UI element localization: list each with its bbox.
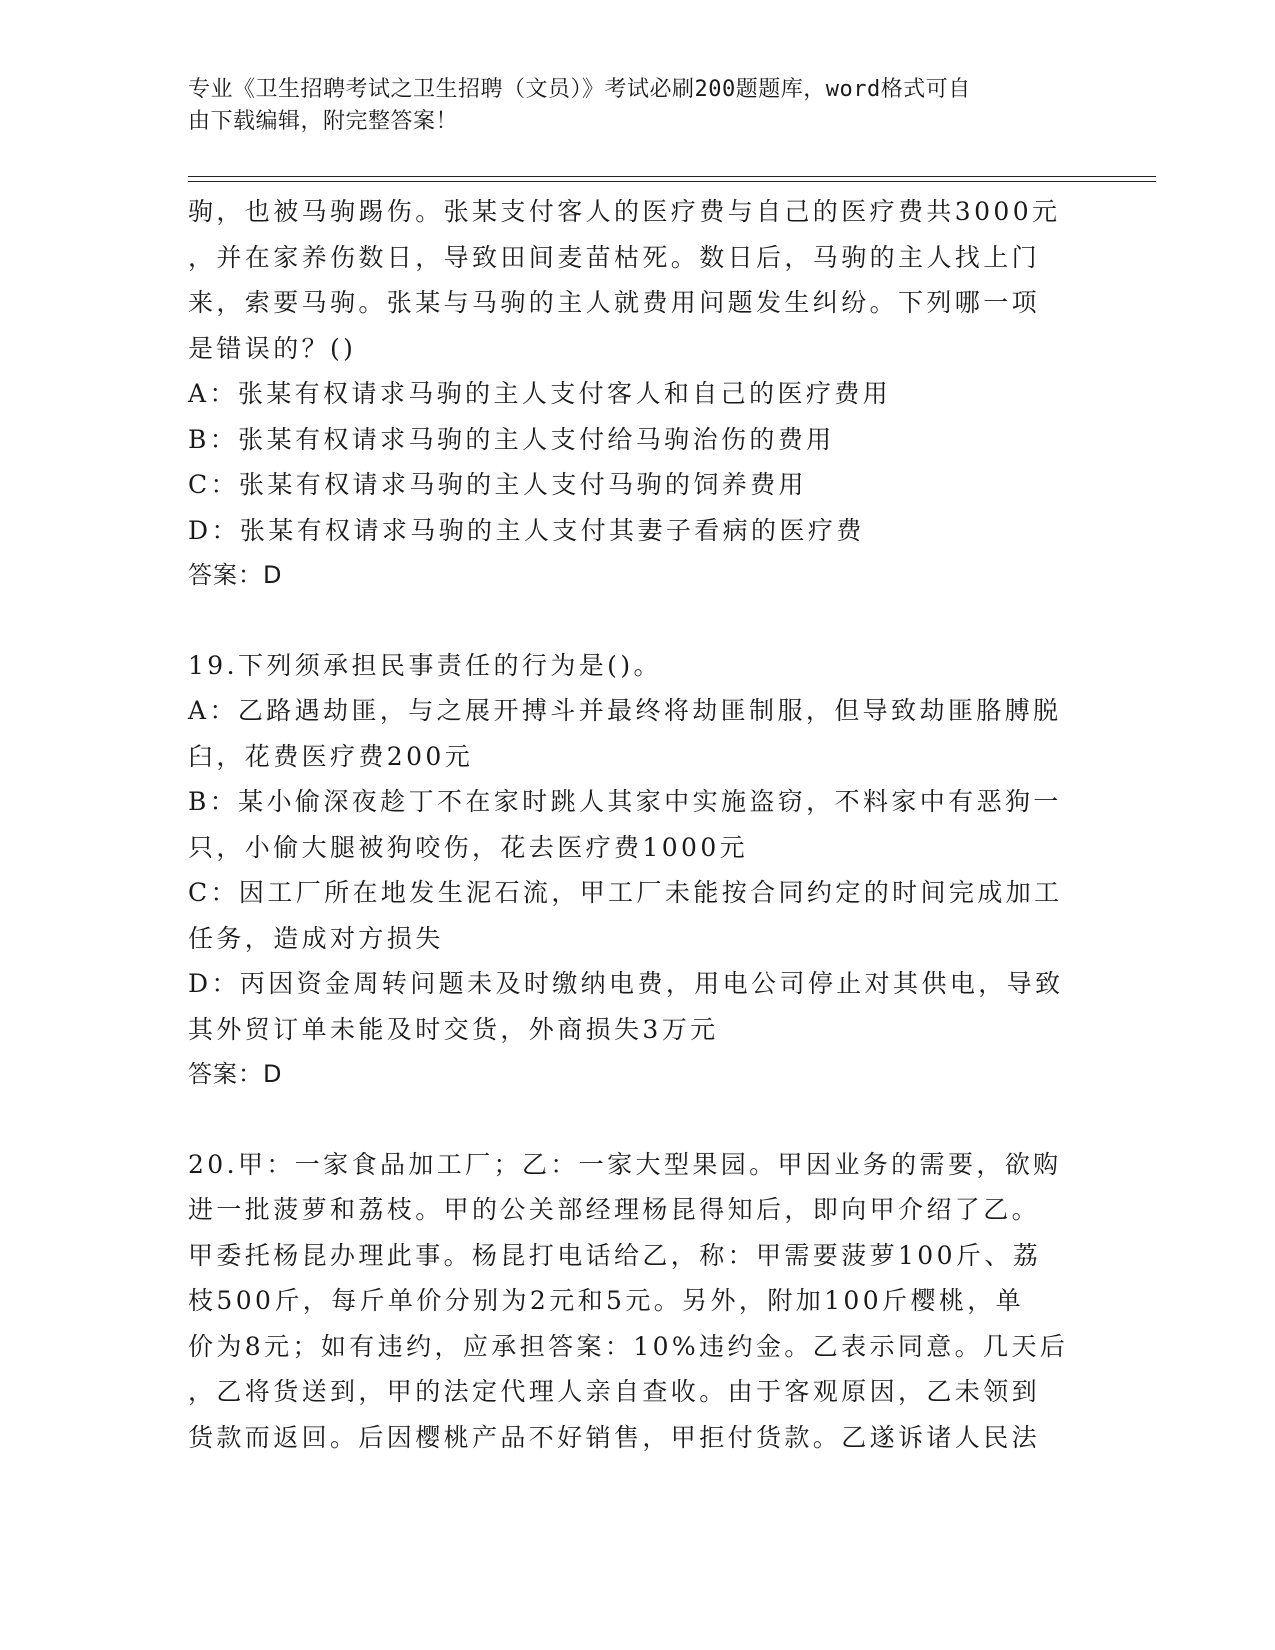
question-19-option-c: C：因工厂所在地发生泥石流，甲工厂未能按合同约定的时间完成加工 bbox=[188, 878, 1063, 907]
question-20-stem-line: 枝500斤，每斤单价分别为2元和5元。另外，附加100斤樱桃，单 bbox=[188, 1286, 1025, 1315]
question-18-option-c: C：张某有权请求马驹的主人支付马驹的饲养费用 bbox=[188, 470, 807, 499]
question-18-option-d: D：张某有权请求马驹的主人支付其妻子看病的医疗费 bbox=[188, 515, 865, 545]
question-18-stem-line: 是错误的？() bbox=[188, 333, 357, 363]
question-19-option-d: D：丙因资金周转问题未及时缴纳电费，用电公司停止对其供电，导致 bbox=[188, 969, 1064, 998]
question-19-option-a: 臼，花费医疗费200元 bbox=[188, 741, 474, 771]
document-header bbox=[188, 74, 1088, 138]
question-20-stem-line: 货款而返回。后因樱桃产品不好销售，甲拒付货款。乙遂诉诸人民法 bbox=[188, 1422, 1041, 1452]
question-18-stem-line: 驹，也被马驹踢伤。张某支付客人的医疗费与自己的医疗费共3000元 bbox=[188, 197, 1061, 226]
question-19-option-a: A：乙路遇劫匪，与之展开搏斗并最终将劫匪制服，但导致劫匪胳膊脱 bbox=[188, 696, 1062, 725]
question-19-answer: 答案：D bbox=[188, 1060, 283, 1088]
question-19 bbox=[188, 643, 1088, 1098]
question-18-answer: 答案：D bbox=[188, 561, 283, 589]
question-19-option-b: B：某小偷深夜趁丁不在家时跳人其家中实施盗窃，不料家中有恶狗一 bbox=[188, 787, 1062, 816]
question-20-stem-line: 价为8元；如有违约，应承担答案：10%违约金。乙表示同意。几天后 bbox=[188, 1331, 1069, 1361]
question-19-option-d: 其外贸订单未能及时交货，外商损失3万元 bbox=[188, 1014, 719, 1044]
header-title-line-2: 由下载编辑，附完整答案！ bbox=[188, 109, 459, 134]
question-20-stem-line: 20.甲：一家食品加工厂；乙：一家大型果园。甲因业务的需要，欲购 bbox=[188, 1149, 1062, 1179]
header-divider-bottom bbox=[188, 181, 1156, 182]
question-19-option-b: 只，小偷大腿被狗咬伤，花去医疗费1000元 bbox=[188, 832, 749, 862]
header-divider-top bbox=[188, 176, 1156, 177]
header-title-line-1: 专业《卫生招聘考试之卫生招聘（文员）》考试必刷200题题库，word格式可自 bbox=[188, 77, 971, 102]
question-20-stem-line: 甲委托杨昆办理此事。杨昆打电话给乙，称：甲需要菠萝100斤、荔 bbox=[188, 1240, 1042, 1270]
question-20 bbox=[188, 1142, 1088, 1461]
document-body bbox=[188, 189, 1088, 1460]
question-spacer bbox=[188, 1098, 1088, 1142]
question-18-option-a: A：张某有权请求马驹的主人支付客人和自己的医疗费用 bbox=[188, 379, 892, 408]
question-20-stem-line: 进一批菠萝和荔枝。甲的公关部经理杨昆得知后，即向甲介绍了乙。 bbox=[188, 1195, 1041, 1224]
question-20-stem-line: ，乙将货送到，甲的法定代理人亲自查收。由于客观原因，乙未领到 bbox=[188, 1377, 1041, 1406]
question-19-stem: 19.下列须承担民事责任的行为是()。 bbox=[188, 650, 662, 680]
question-18-option-b: B：张某有权请求马驹的主人支付给马驹治伤的费用 bbox=[188, 424, 835, 454]
question-18 bbox=[188, 189, 1088, 599]
question-spacer bbox=[188, 599, 1088, 643]
question-19-option-c: 任务，造成对方损失 bbox=[188, 923, 444, 953]
question-18-stem-line: ，并在家养伤数日，导致田间麦苗枯死。数日后，马驹的主人找上门 bbox=[188, 242, 1041, 272]
question-18-stem-line: 来，索要马驹。张某与马驹的主人就费用问题发生纠纷。下列哪一项 bbox=[188, 288, 1041, 317]
